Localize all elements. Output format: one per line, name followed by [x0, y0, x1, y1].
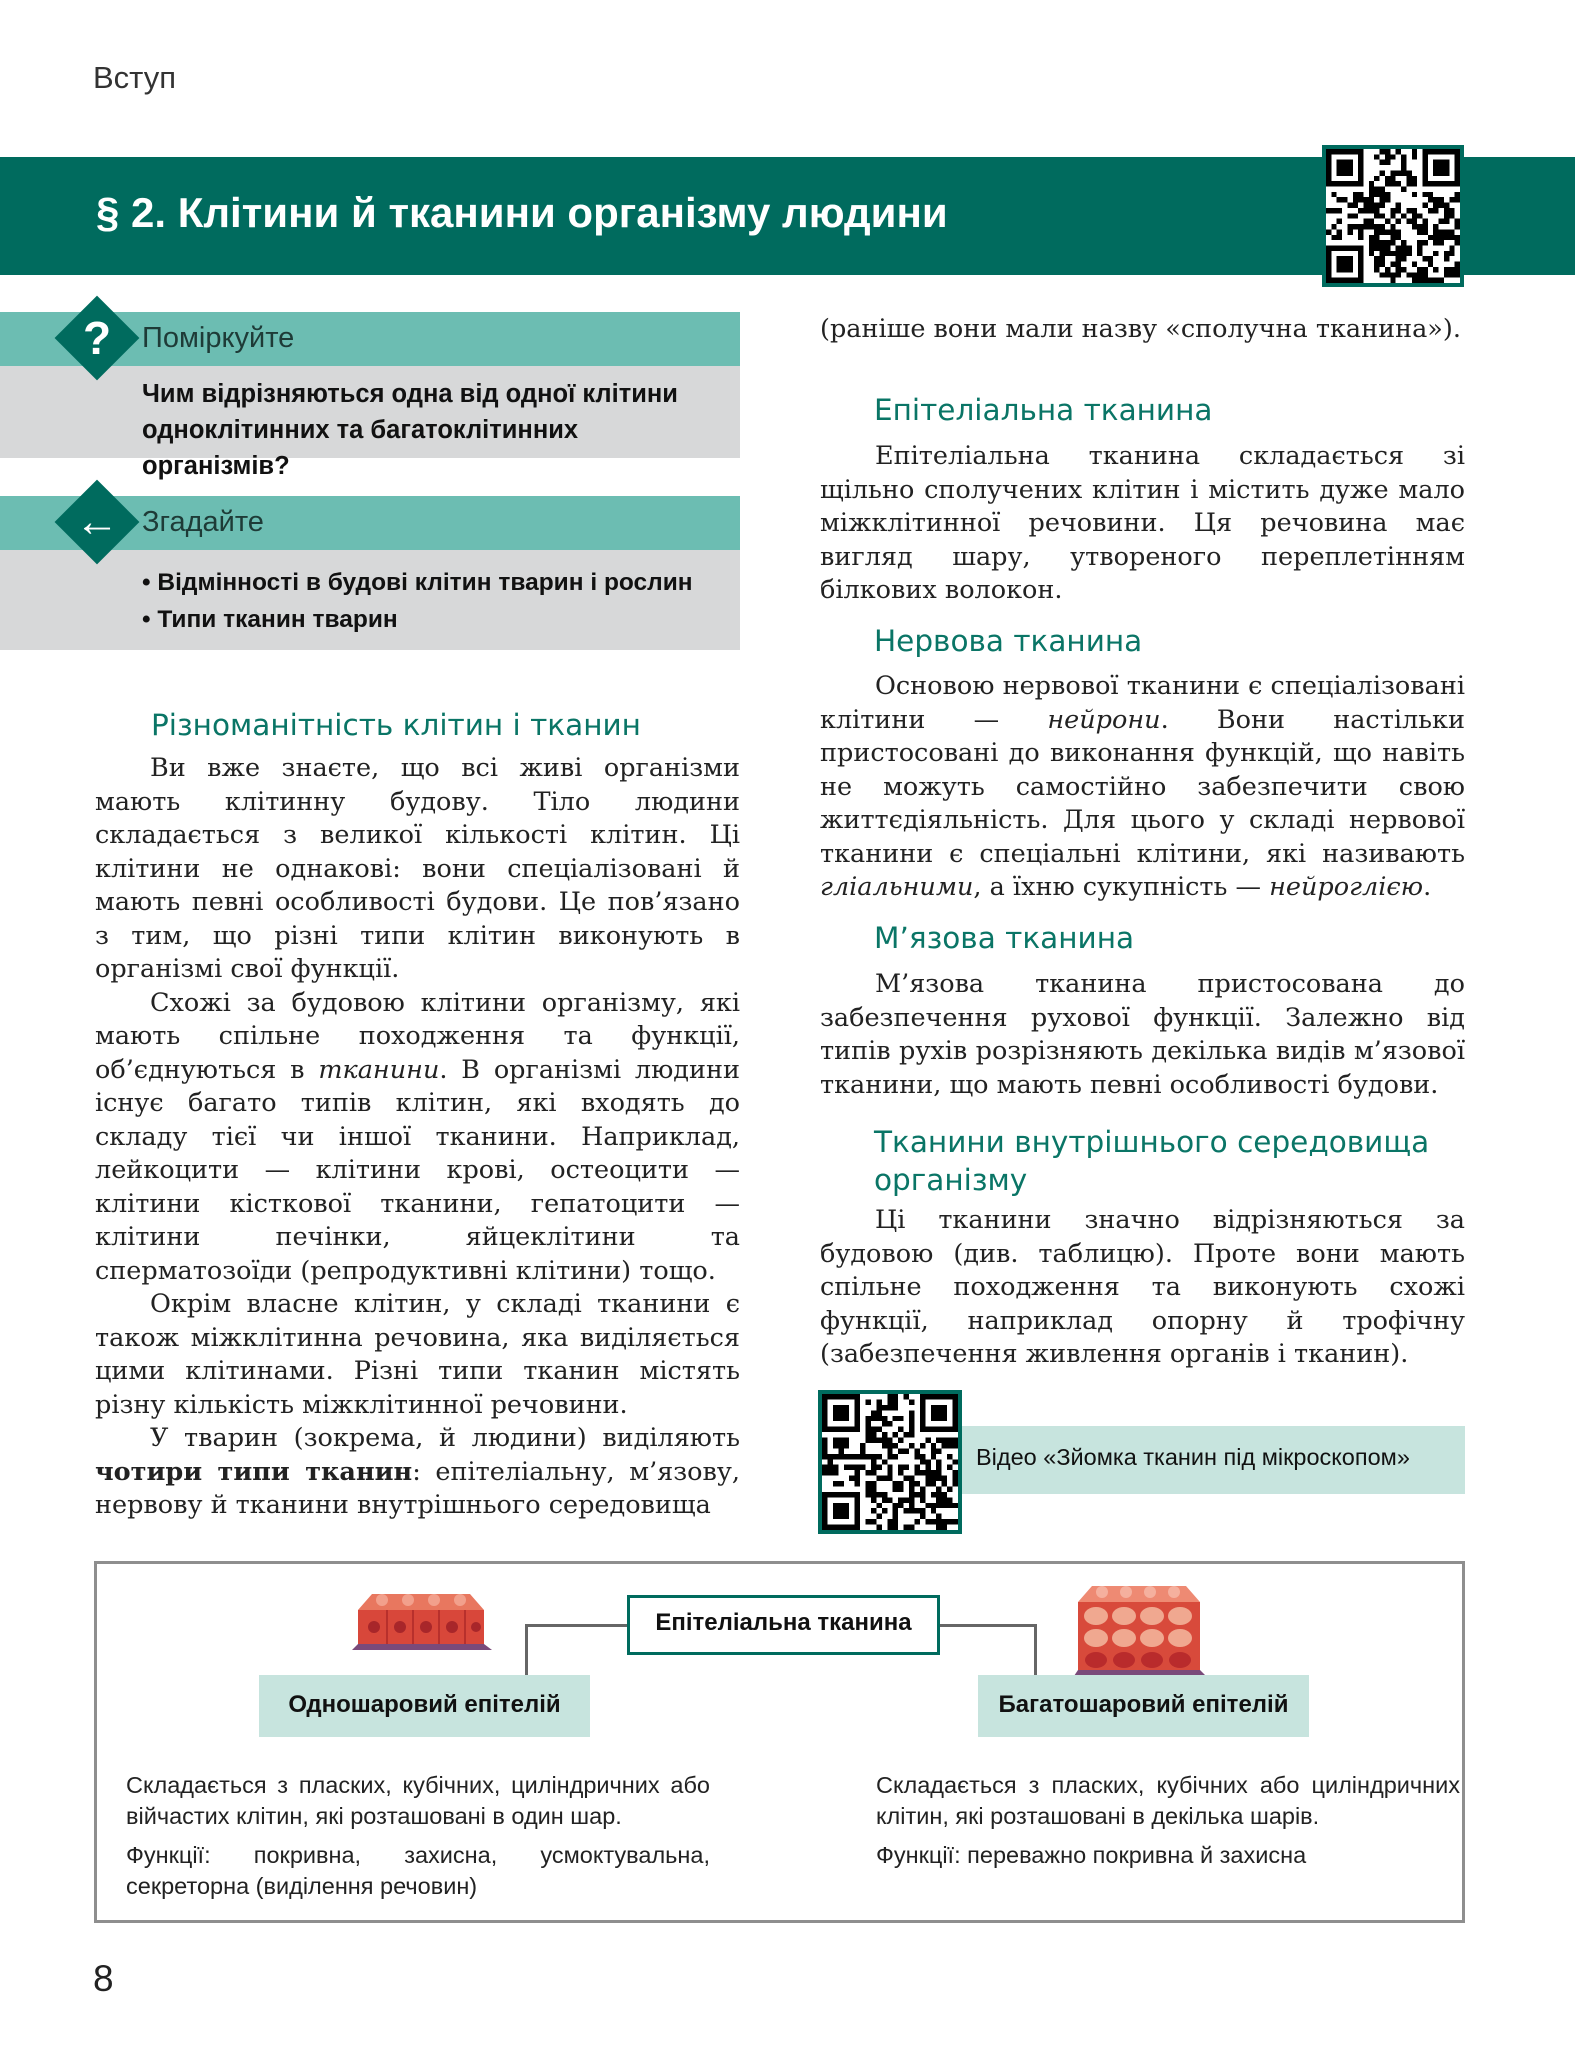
single-layer-cells-image [352, 1584, 492, 1656]
page-number: 8 [93, 1958, 114, 1999]
connector-line [940, 1624, 1034, 1627]
connector-line [525, 1624, 627, 1627]
left-column [95, 752, 740, 1523]
video-qr-code-icon[interactable] [818, 1390, 962, 1534]
single-layer-description: Складається з пласких, кубічних, циліндричних або війчастих клітин, які розташовані в один шар. Функції: покривна, захисна, усмоктувальна, секреторна (виділення речовин) [126, 1772, 710, 1899]
qr-code-icon[interactable] [1322, 145, 1464, 287]
page-title: § 2. Клітини й тканини організму людини [96, 189, 948, 236]
paragraph: Ви вже знаєте, що всі живі організми мають клітинну будову. Тіло людини складається з великої кількості клітин. Ці клітини не однакові: вони спеціалізовані й мають певні особливості будови. Це пов’язано з тим, що різні типи клітин виконують в організмі свої функції. [95, 753, 740, 984]
list-item: • Відмінності в будові клітин тварин і рослин [142, 569, 693, 596]
nervous-text: Основою нервової тканини є спеціалізовані клітини — нейрони. Вони настільки пристосовані до виконання функцій, що навіть не можуть самостійно забезпечити свою життєдіяльність. Для цього у складі нервової тканини є спеціальні клітини, які називають гліальними, а їхню сукупність — нейроглією. [820, 671, 1465, 902]
paragraph: Схожі за будовою клітини організму, які мають спільне походження та функції, об’єднуються в тканини. В організмі людини існує багато типів клітин, які входять до складу тієї чи іншої тканини. Наприклад, лейкоцити — клітини крові, остеоцити — клітини кісткової тканини, гепатоцити — клітини печінки, яйцеклітини та сперматозоїди (репродуктивні клітини) тощо. [95, 987, 740, 1286]
multi-layer-title: Багатошаровий епітелій [998, 1691, 1289, 1718]
connector-line [1034, 1624, 1037, 1675]
single-layer-title: Одношаровий епітелій [288, 1691, 561, 1718]
connector-line [525, 1624, 528, 1675]
epithelial-text: Епітеліальна тканина складається зі щільно сполучених клітин і містить дуже мало міжклітинної речовини. Ця речовина має вигляд шару, утвореного переплетінням білкових волокон. [820, 441, 1465, 605]
section-label: Вступ [93, 60, 177, 95]
think-question: Чим відрізняються одна від одної клітини одноклітинних та багатоклітинних організмів? [142, 380, 678, 480]
center-label: Епітеліальна тканина [655, 1609, 912, 1636]
think-label: Поміркуйте [142, 322, 295, 354]
question-icon: ? [82, 312, 112, 364]
multi-layer-cells-image [1074, 1580, 1206, 1680]
internal-text: Ці тканини значно відрізняються за будовою (див. таблицю). Проте вони мають спільне походження та виконують схожі функції, наприклад опорну й трофічну (забезпечення живлення органів і тканин). [820, 1205, 1465, 1369]
continuation-text: (раніше вони мали назву «сполучна тканина»). [820, 314, 1461, 344]
recall-list [142, 564, 732, 638]
nervous-heading: Нервова тканина [874, 624, 1143, 658]
multi-layer-description: Складається з пласких, кубічних або циліндричних клітин, які розташовані в декілька шарів. Функції: переважно покривна й захисна [876, 1772, 1460, 1868]
recall-label: Згадайте [142, 506, 264, 538]
arrow-left-icon: ← [75, 497, 119, 546]
paragraph: Окрім власне клітин, у складі тканини є також міжклітинна речовина, яка виділяється цими клітинами. Різні типи тканин містять різну кількість міжклітинної речовини. [95, 1289, 740, 1420]
internal-heading: Тканини внутрішнього середовища організму [874, 1125, 1430, 1197]
paragraph: У тварин (зокрема, й людини) виділяють чотири типи тканин: епітеліальну, м’язову, нервову й тканини внутрішнього середовища [95, 1423, 740, 1520]
list-item: • Типи тканин тварин [142, 606, 398, 633]
left-heading: Різноманітність клітин і тканин [151, 708, 641, 742]
video-link[interactable]: Відео «Зйомка тканин під мікроскопом» [976, 1444, 1410, 1470]
epithelial-heading: Епітеліальна тканина [874, 393, 1213, 427]
muscle-text: М’язова тканина пристосована до забезпечення рухової функції. Залежно від типів рухів розрізняють декілька видів м’язової тканини, що мають певні особливості будови. [820, 969, 1465, 1100]
muscle-heading: М’язова тканина [874, 921, 1135, 955]
